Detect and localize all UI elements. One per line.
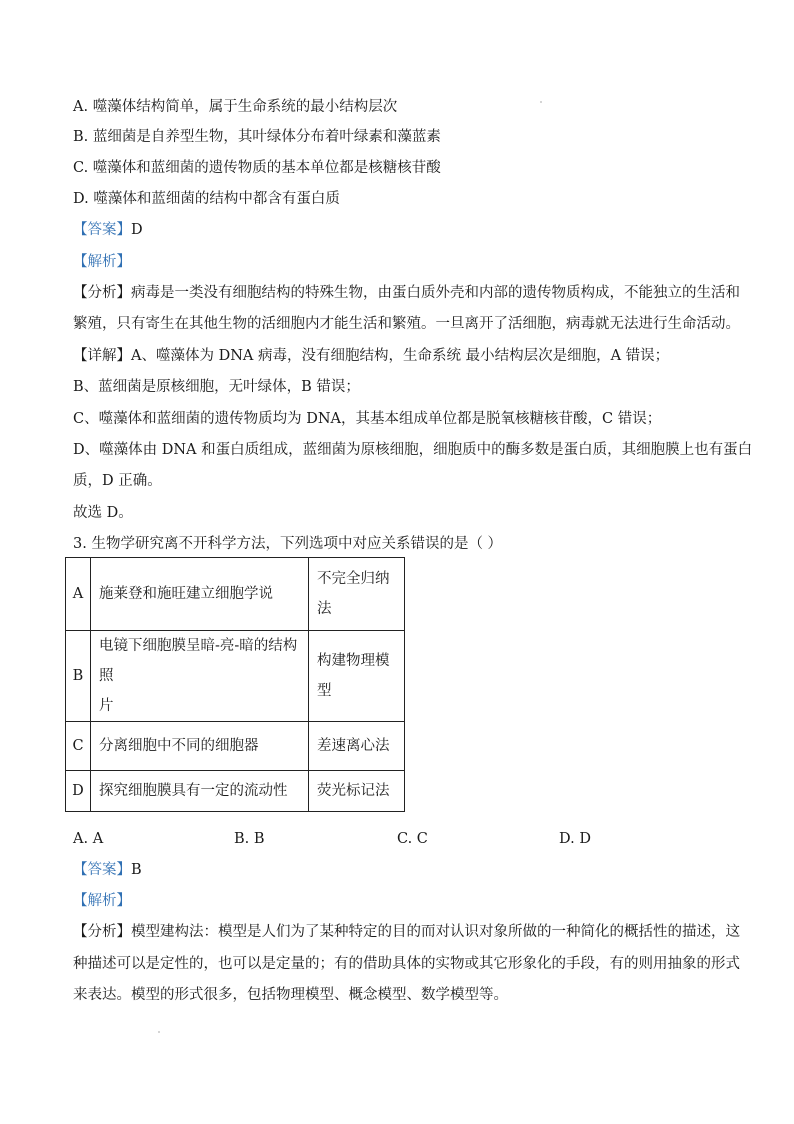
- method-line: 不完全归纳: [317, 571, 390, 587]
- row-method: 荧光标记法: [309, 771, 405, 812]
- row-letter: D: [66, 771, 91, 812]
- q2-option-a: A. 噬藻体结构简单，属于生命系统的最小结构层次: [73, 99, 398, 115]
- row-method: [309, 558, 405, 631]
- q3-stem: 3. 生物学研究离不开科学方法，下列选项中对应关系错误的是（ ）: [73, 536, 503, 552]
- q2-option-c: C. 噬藻体和蓝细菌的遗传物质的基本单位都是核糖核苷酸: [73, 160, 441, 176]
- q2-detail-d-line1: D、噬藻体由 DNA 和蛋白质组成，蓝细菌为原核细胞，细胞质中的酶多数是蛋白质，其细胞膜上也有蛋白: [73, 442, 753, 458]
- fenxi-text: 模型建构法：模型是人们为了某种特定的目的而对认识对象所做的一种简化的概括性的描述，这: [131, 924, 740, 940]
- method-table: [65, 557, 405, 812]
- q2-answer-line: [73, 220, 143, 240]
- q2-fenxi-line1: [73, 283, 740, 303]
- row-description: 探究细胞膜具有一定的流动性: [91, 771, 309, 812]
- q3-analysis-heading: [73, 891, 131, 911]
- row-description: 分离细胞中不同的细胞器: [91, 722, 309, 771]
- row-description: [91, 631, 309, 722]
- q3-answer-line: [73, 860, 142, 880]
- q3-choice-c: C. C: [397, 831, 428, 847]
- analysis-tag: 【解析】: [73, 254, 131, 270]
- q2-analysis-heading: [73, 252, 131, 272]
- method-line: 法: [317, 601, 332, 617]
- table-row: [66, 631, 405, 722]
- q2-option-b: B. 蓝细菌是自养型生物，其叶绿体分布着叶绿素和藻蓝素: [73, 129, 441, 145]
- q2-detail-d-line2: 质，D 正确。: [73, 473, 162, 489]
- table-row: [66, 722, 405, 771]
- answer-tag: 【答案】: [73, 222, 131, 238]
- table-row: [66, 558, 405, 631]
- q2-detail-b: B、蓝细菌是原核细胞，无叶绿体，B 错误；: [73, 379, 360, 395]
- row-method: 差速离心法: [309, 722, 405, 771]
- q2-conclusion: 故选 D。: [73, 505, 133, 521]
- row-letter: B: [66, 631, 91, 722]
- xiangjie-tag: 【详解】: [73, 348, 131, 364]
- q3-fenxi-line3: 来表达。模型的形式很多，包括物理模型、概念模型、数学模型等。: [73, 987, 508, 1003]
- answer-value: D: [131, 222, 143, 238]
- q2-xiangjie-line1: [73, 346, 669, 366]
- row-description: 施莱登和施旺建立细胞学说: [91, 558, 309, 631]
- row-letter: C: [66, 722, 91, 771]
- q3-choice-a: A. A: [73, 831, 104, 847]
- answer-tag: 【答案】: [73, 862, 131, 878]
- description-line: 片: [99, 698, 114, 714]
- description-line: 电镜下细胞膜呈暗-亮-暗的结构照: [99, 638, 298, 684]
- row-letter: A: [66, 558, 91, 631]
- fenxi-text: 病毒是一类没有细胞结构的特殊生物，由蛋白质外壳和内部的遗传物质构成，不能独立的生活和: [131, 285, 740, 301]
- method-line: 构建物理模: [317, 653, 390, 669]
- q2-option-d: D. 噬藻体和蓝细菌的结构中都含有蛋白质: [73, 191, 340, 207]
- method-line: 型: [317, 683, 332, 699]
- scan-speck: [158, 1031, 160, 1033]
- answer-value: B: [131, 862, 142, 878]
- q3-choice-d: D. D: [559, 831, 591, 847]
- fenxi-tag: 【分析】: [73, 924, 131, 940]
- fenxi-tag: 【分析】: [73, 285, 131, 301]
- q3-fenxi-line2: 种描述可以是定性的，也可以是定量的；有的借助具体的实物或其它形象化的手段，有的则用抽象的形式: [73, 956, 740, 972]
- row-method: [309, 631, 405, 722]
- q2-detail-c: C、噬藻体和蓝细菌的遗传物质均为 DNA，其基本组成单位都是脱氧核糖核苷酸，C 错误；: [73, 411, 662, 427]
- q2-fenxi-line2: 繁殖，只有寄生在其他生物的活细胞内才能生活和繁殖。一旦离开了活细胞，病毒就无法进行生命活动。: [73, 316, 740, 332]
- q3-choice-b: B. B: [234, 831, 265, 847]
- xiangjie-text: A、噬藻体为 DNA 病毒，没有细胞结构，生命系统 最小结构层次是细胞，A 错误；: [131, 348, 670, 364]
- table-row: [66, 771, 405, 812]
- scan-speck: [540, 101, 542, 103]
- q3-fenxi-line1: [73, 922, 740, 942]
- analysis-tag: 【解析】: [73, 893, 131, 909]
